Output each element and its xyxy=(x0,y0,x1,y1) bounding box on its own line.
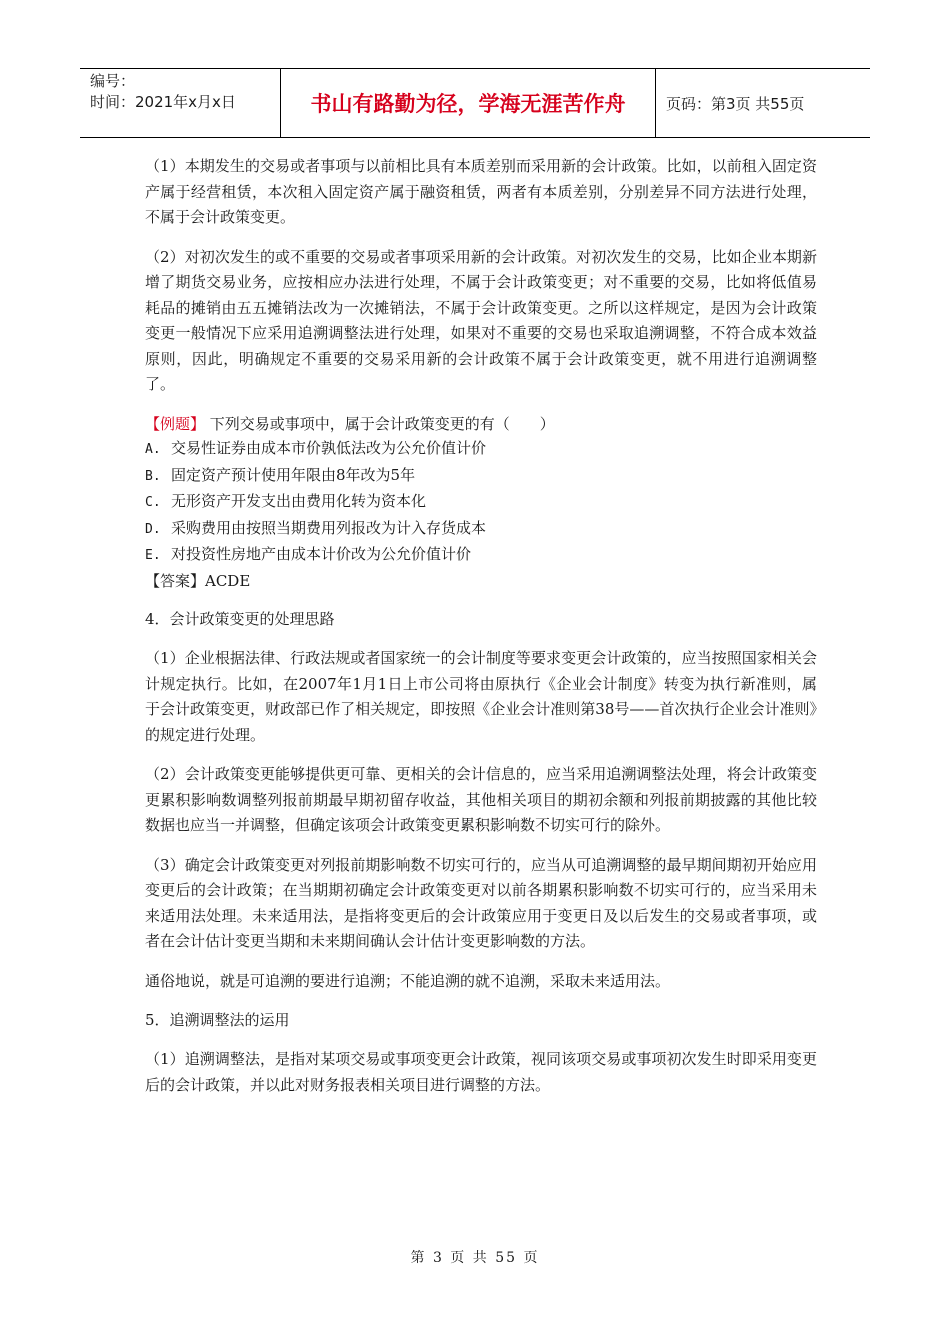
option-item xyxy=(145,542,817,569)
option-letter: D. xyxy=(145,521,161,537)
example-block xyxy=(145,412,817,594)
option-item xyxy=(145,516,817,543)
header-meta xyxy=(80,69,281,137)
header-motto: 书山有路勤为径，学海无涯苦作舟 xyxy=(281,69,656,137)
option-item xyxy=(145,489,817,516)
example-answer: 【答案】ACDE xyxy=(145,571,251,590)
option-text: 交易性证券由成本市价孰低法改为公允价值计价 xyxy=(171,439,487,457)
paragraph: （1）企业根据法律、行政法规或者国家统一的会计制度等要求变更会计政策的，应当按照国家相关会计规定执行。比如，在2007年1月1日上市公司将由原执行《企业会计制度》转变为执行新准则，属于会计政策变更，财政部已作了相关规定，即按照《企业会计准则第38号——首次执行企业会计准则》的规定进行处理。 xyxy=(145,649,817,744)
option-item xyxy=(145,436,817,463)
document-date: 时间：2021年x月x日 xyxy=(90,93,236,111)
document-number-label: 编号： xyxy=(90,72,136,90)
header-page-info: 页码：第3页 共55页 xyxy=(666,94,805,113)
example-question: 下列交易或事项中，属于会计政策变更的有（ ） xyxy=(205,414,555,433)
paragraph: 通俗地说，就是可追溯的要进行追溯；不能追溯的就不追溯，采取未来适用法。 xyxy=(145,971,671,990)
option-letter: A. xyxy=(145,442,161,457)
option-text: 固定资产预计使用年限由8年改为5年 xyxy=(171,465,416,484)
paragraph: （2）会计政策变更能够提供更可靠、更相关的会计信息的，应当采用追溯调整法处理，将会计政策变更累积影响数调整列报前期最早期初留存收益，其他相关项目的期初余额和列报前期披露的其他比较数据也应当一并调整，但确定该项会计政策变更累积影响数不切实可行的除外。 xyxy=(145,765,817,834)
page-footer: 第 3 页 共 55 页 xyxy=(410,1250,540,1266)
option-letter: E. xyxy=(145,548,161,563)
paragraph: （3）确定会计政策变更对列报前期影响数不切实可行的，应当从可追溯调整的最早期间期初开始应用变更后的会计政策；在当期期初确定会计政策变更对以前各期累积影响数不切实可行的，应当采用未来适用法处理。未来适用法，是指将变更后的会计政策应用于变更日及以后发生的交易或者事项，或者在会计估计变更当期和未来期间确认会计估计变更影响数的方法。 xyxy=(145,855,817,950)
example-tag: 【例题】 xyxy=(145,414,206,433)
option-letter: C. xyxy=(145,495,161,510)
section-heading: 4．会计政策变更的处理思路 xyxy=(145,610,335,628)
paragraph: （2）对初次发生的或不重要的交易或者事项采用新的会计政策。对初次发生的交易，比如企业本期新增了期货交易业务，应按相应办法进行处理，不属于会计政策变更；对不重要的交易，比如将低值易耗品的摊销由五五摊销法改为一次摊销法，不属于会计政策变更。之所以这样规定，是因为会计政策变更一般情况下应采用追溯调整法进行处理，如果对不重要的交易也采取追溯调整，不符合成本效益原则，因此，明确规定不重要的交易采用新的会计政策不属于会计政策变更，就不用进行追溯调整了。 xyxy=(145,247,817,393)
option-text: 采购费用由按照当期费用列报改为计入存货成本 xyxy=(171,518,487,537)
section-heading: 5．追溯调整法的运用 xyxy=(145,1011,290,1029)
option-letter: B. xyxy=(145,468,161,484)
document-body xyxy=(145,154,817,1112)
option-item xyxy=(145,463,817,490)
paragraph: （1）追溯调整法，是指对某项交易或事项变更会计政策，视同该项交易或事项初次发生时即采用变更后的会计政策，并以此对财务报表相关项目进行调整的方法。 xyxy=(145,1050,817,1094)
page-header xyxy=(80,68,870,138)
option-text: 对投资性房地产由成本计价改为公允价值计价 xyxy=(171,545,472,563)
paragraph: （1）本期发生的交易或者事项与以前相比具有本质差别而采用新的会计政策。比如，以前租入固定资产属于经营租赁，本次租入固定资产属于融资租赁，两者有本质差别，分别差异不同方法进行处理，不属于会计政策变更。 xyxy=(145,157,817,226)
option-text: 无形资产开发支出由费用化转为资本化 xyxy=(171,492,427,510)
example-question-line xyxy=(145,412,817,437)
